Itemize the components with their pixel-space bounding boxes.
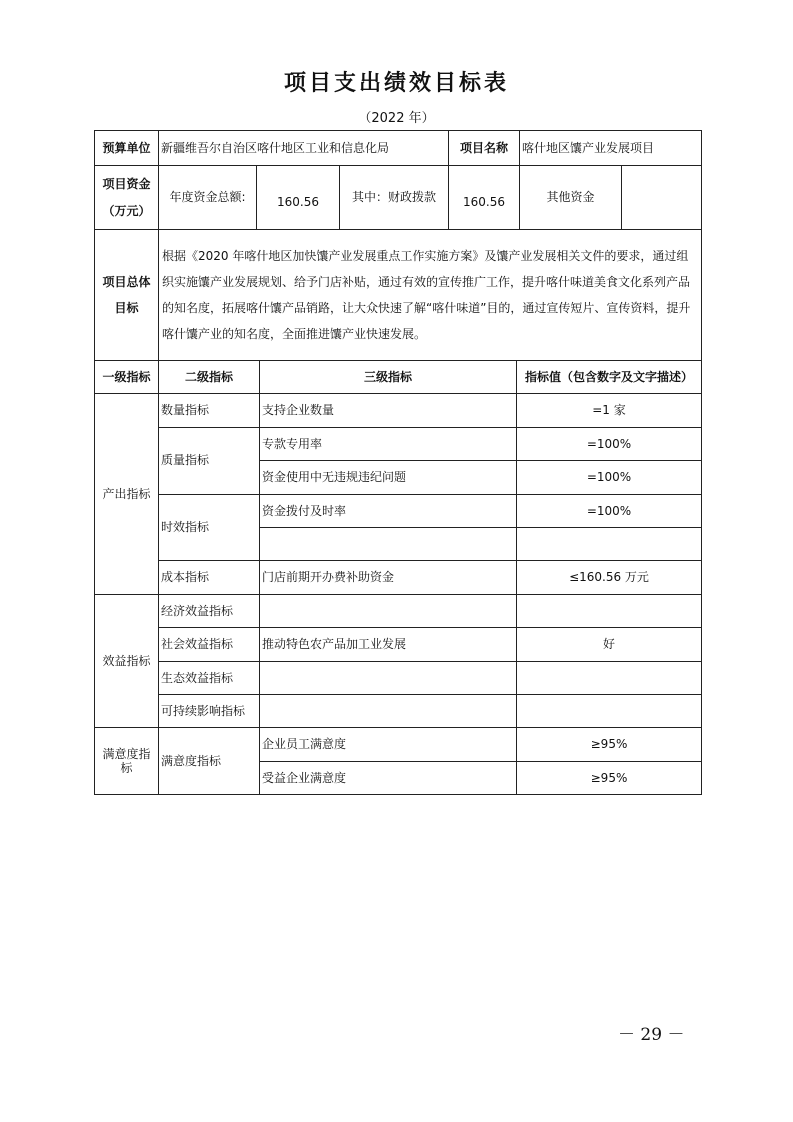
table-row-l2: 经济效益指标 [159,594,260,627]
table-row-l3 [260,694,517,727]
page-title: 项目支出绩效目标表 [283,71,509,96]
table-row-value [517,694,702,727]
page-number: － 29 － [618,1025,685,1045]
project-name-label: 项目名称 [449,131,520,166]
satisfaction-level2-label: 满意度指标 [159,728,260,795]
table-row-l3: 受益企业满意度 [260,761,517,794]
project-funds-table [94,165,702,230]
budget-unit-label: 预算单位 [95,131,159,166]
project-funds-label-line2: （万元） [102,203,151,218]
budget-unit-value: 新疆维吾尔自治区喀什地区工业和信息化局 [159,131,449,166]
table-row-l3: 门店前期开办费补助资金 [260,561,517,594]
table-row-l3 [260,527,517,560]
table-row-value: =100% [517,427,702,460]
table-row-value: ≤160.56 万元 [517,561,702,594]
annual-total-label: 年度资金总额: [159,166,257,230]
table-row-l3: 专款专用率 [260,427,517,460]
table-row-l2: 社会效益指标 [159,628,260,661]
quality-indicator-label: 质量指标 [159,427,260,494]
output-indicator-label: 产出指标 [95,394,159,594]
overall-goal-label: 项目总体目标 [95,230,159,361]
table-row-value: ≥95% [517,728,702,761]
table-row-l3 [260,661,517,694]
table-row-value [517,661,702,694]
header-level2: 二级指标 [159,361,260,394]
timeliness-indicator-label: 时效指标 [159,494,260,561]
table-row-l3: 推动特色农产品加工业发展 [260,628,517,661]
overall-goal-table [94,229,702,361]
overall-goal-text: 根据《2020 年喀什地区加快馕产业发展重点工作实施方案》及馕产业发展相关文件的要求，通过组织实施馕产业发展规划、给予门店补贴，通过有效的宣传推广工作，提升喀什味道美食文化系列产品的知名度，拓展喀什馕产品销路，让大众快速了解“喀什味道”目的，通过宣传短片、宣传资料，提升喀什馕产业的知名度，全面推进馕产业快速发展。 [159,230,702,361]
project-funds-label [95,166,159,230]
table-row-l3: 资金使用中无违规违纪问题 [260,461,517,494]
cost-indicator-label: 成本指标 [159,561,260,594]
table-row-value: ≥95% [517,761,702,794]
project-funds-label-line1: 项目资金 [102,177,151,192]
annual-total-value: 160.56 [257,166,340,230]
year-label: （2022 年） [358,111,435,126]
table-row-value [517,527,702,560]
satisfaction-indicator-label: 满意度指标 [95,728,159,795]
table-row-l3: 企业员工满意度 [260,728,517,761]
header-value: 指标值（包含数字及文字描述） [517,361,702,394]
header-level1: 一级指标 [95,361,159,394]
benefit-indicator-label: 效益指标 [95,594,159,728]
table-row-l2: 可持续影响指标 [159,694,260,727]
table-row-l3: 支持企业数量 [260,394,517,427]
header-level3: 三级指标 [260,361,517,394]
table-row-value: =100% [517,461,702,494]
project-name-value: 喀什地区馕产业发展项目 [520,131,702,166]
table-row-l3: 资金拨付及时率 [260,494,517,527]
table-row-value: 好 [517,628,702,661]
table-row-value: =100% [517,494,702,527]
fiscal-allocation-label: 其中：财政拨款 [340,166,449,230]
table-row-value [517,594,702,627]
other-funds-label: 其他资金 [520,166,622,230]
table-row-value: =1 家 [517,394,702,427]
fiscal-allocation-value: 160.56 [449,166,520,230]
table-row-l2: 生态效益指标 [159,661,260,694]
indicator-table [94,360,702,795]
other-funds-value [622,166,702,230]
budget-unit-table [94,130,702,166]
table-row-l3 [260,594,517,627]
quantity-indicator-label: 数量指标 [159,394,260,427]
